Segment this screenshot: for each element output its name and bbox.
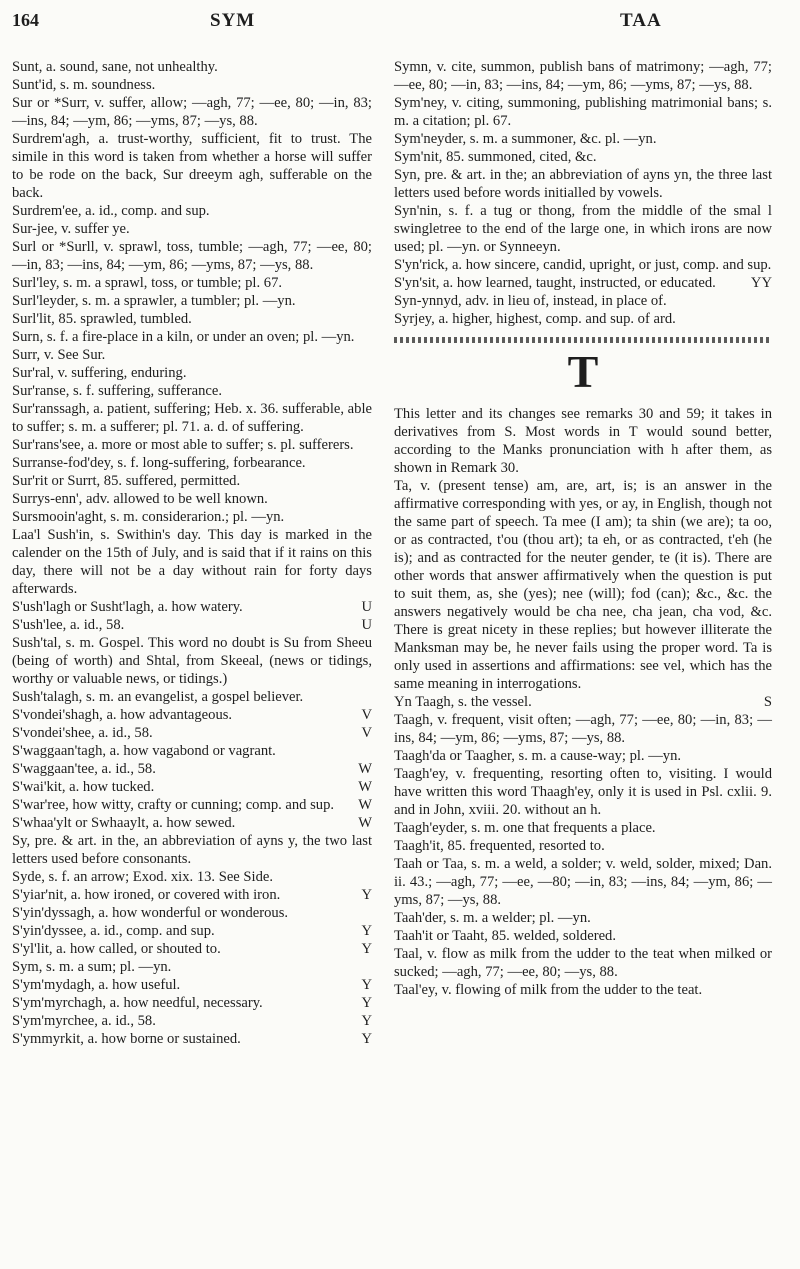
dictionary-entry	[394, 274, 772, 292]
initial-letter-marker: V	[361, 725, 372, 741]
entry-text: Taah'der, s. m. a welder; pl. —yn.	[394, 910, 591, 926]
entry-text: Surn, s. f. a fire-place in a kiln, or under an oven; pl. —yn.	[12, 329, 355, 345]
initial-letter-marker: Y	[750, 275, 762, 291]
dictionary-entry	[394, 819, 772, 837]
entry-text: S'wai'kit, a. how tucked.	[12, 779, 155, 795]
dictionary-entry	[394, 292, 772, 310]
entry-text: Taagh'ey, v. frequenting, resorting often to, visiting. I would have written this word Thaagh'ey, only it is used in Psl. cxlii. 9. and in John, xviii. 20. without an h.	[394, 766, 772, 818]
entry-text: S'vondei'shee, a. id., 58.	[12, 725, 153, 741]
entry-text: S'yiar'nit, a. how ironed, or covered with iron.	[12, 887, 281, 903]
initial-letter-marker: Y	[761, 275, 772, 291]
initial-letter-marker: U	[361, 617, 372, 633]
initial-letter-marker: Y	[361, 995, 372, 1011]
dictionary-entry	[12, 382, 372, 400]
dictionary-entry	[12, 364, 372, 382]
entry-text: Taagh'da or Taagher, s. m. a cause-way; pl. —yn.	[394, 748, 682, 764]
dictionary-entry	[12, 814, 372, 832]
dictionary-entry	[12, 526, 372, 598]
entry-text: Surr, v. See Sur.	[12, 347, 106, 363]
entry-text: Sy, pre. & art. in the, an abbreviation of ayns y, the two last letters used before consonants.	[12, 833, 372, 867]
initial-letter-marker: W	[358, 761, 372, 777]
entry-text: Surranse-fod'dey, s. f. long-suffering, forbearance.	[12, 455, 306, 471]
entry-text: S'ymmyrkit, a. how borne or sustained.	[12, 1031, 241, 1047]
initial-letter-marker: W	[358, 797, 372, 813]
dictionary-entry	[394, 310, 772, 328]
entry-text: Syn'nin, s. f. a tug or thong, from the middle of the smal l swingletree to the end of the large one, in which irons are now used; pl. —yn. or Synneeyn.	[394, 203, 772, 255]
right-column	[394, 58, 772, 999]
entry-text: S'waggaan'tee, a. id., 58.	[12, 761, 156, 777]
dictionary-entry	[12, 832, 372, 868]
initial-letter-marker: Y	[361, 941, 372, 957]
dictionary-entry	[394, 711, 772, 747]
entry-text: Sur-jee, v. suffer ye.	[12, 221, 130, 237]
dictionary-entry	[12, 886, 372, 904]
entry-text: S'yl'lit, a. how called, or shouted to.	[12, 941, 221, 957]
entry-text: Symn, v. cite, summon, publish bans of matrimony; —agh, 77; —ee, 80; —in, 83; —ins, 84; —ym, 86; —yms, 87; —ys, 88.	[394, 59, 772, 93]
entry-text: Sur'ranssagh, a. patient, suffering; Heb. x. 36. sufferable, able to suffer; s. m. a sufferer; pl. 71. a. d. of suffering.	[12, 401, 372, 435]
entry-text: Syrjey, a. higher, highest, comp. and sup. of ard.	[394, 311, 676, 327]
entry-text: Sursmooin'aght, s. m. considerarion.; pl. —yn.	[12, 509, 285, 525]
dictionary-entry	[12, 760, 372, 778]
entry-text: This letter and its changes see remarks 30 and 59; it takes in derivatives from S. Most words in T would sound better, according to the Manks pronunciation with h after them, as shown in Remark 30.	[394, 406, 772, 476]
initial-letter-marker: W	[358, 779, 372, 795]
entry-text: Yn Taagh, s. the vessel.	[394, 694, 532, 710]
page-number: 164	[12, 10, 39, 30]
entry-text: S'ym'mydagh, a. how useful.	[12, 977, 181, 993]
right-column-bottom-entries	[394, 405, 772, 999]
running-head-left: SYM	[210, 10, 256, 31]
entry-text: Laa'l Sush'in, s. Swithin's day. This day is marked in the calender on the 15th of July, and is said that if it rains on this day, there will not be a day without rain for forty days afterwards.	[12, 527, 372, 597]
dictionary-entry	[394, 148, 772, 166]
dictionary-entry	[394, 166, 772, 202]
dictionary-entry	[12, 508, 372, 526]
dictionary-entry	[12, 796, 372, 814]
entry-text: Syn-ynnyd, adv. in lieu of, instead, in place of.	[394, 293, 667, 309]
entry-text: S'ym'myrchee, a. id., 58.	[12, 1013, 156, 1029]
entry-text: Surl'ley, s. m. a sprawl, toss, or tumble; pl. 67.	[12, 275, 283, 291]
dictionary-entry	[12, 742, 372, 760]
entry-text: S'ym'myrchagh, a. how needful, necessary.	[12, 995, 263, 1011]
dictionary-entry	[12, 94, 372, 130]
entry-text: S'whaa'ylt or Swhaaylt, a. how sewed.	[12, 815, 236, 831]
entry-text: Surl'lit, 85. sprawled, tumbled.	[12, 311, 192, 327]
dictionary-entry	[12, 310, 372, 328]
initial-letter-marker: S	[763, 694, 772, 710]
dictionary-entry	[12, 400, 372, 436]
dictionary-entry	[12, 220, 372, 238]
entry-text: Surdrem'ee, a. id., comp. and sup.	[12, 203, 210, 219]
dictionary-entry	[394, 130, 772, 148]
dictionary-entry	[12, 616, 372, 634]
initial-letter-marker: U	[361, 599, 372, 615]
entry-text: Sur'rit or Surrt, 85. suffered, permitted.	[12, 473, 241, 489]
entry-text: Sur or *Surr, v. suffer, allow; —agh, 77; —ee, 80; —in, 83; —ins, 84; —ym, 86; —yms, 87; —ys, 88.	[12, 95, 372, 129]
entry-text: Syn, pre. & art. in the; an abbreviation of ayns yn, the three last letters used before words initialled by vowels.	[394, 167, 772, 201]
dictionary-entry	[394, 405, 772, 477]
entry-text: Taagh'eyder, s. m. one that frequents a place.	[394, 820, 656, 836]
entry-text: Sur'ranse, s. f. suffering, sufferance.	[12, 383, 222, 399]
entry-text: S'ush'lagh or Susht'lagh, a. how watery.	[12, 599, 243, 615]
entry-text: S'war'ree, how witty, crafty or cunning; comp. and sup.	[12, 797, 335, 813]
dictionary-entry	[12, 940, 372, 958]
dictionary-entry	[12, 688, 372, 706]
dictionary-entry	[394, 693, 772, 711]
dictionary-entry	[12, 958, 372, 976]
dictionary-entry	[12, 436, 372, 454]
entry-text: Sush'tal, s. m. Gospel. This word no doubt is Su from Sheeu (being of worth) and Shtal, from Skeeal, (news or tidings, worthy or valuable news, or tidings.)	[12, 635, 372, 687]
entry-text: S'yn'sit, a. how learned, taught, instructed, or educated.	[394, 275, 716, 291]
dictionary-entry	[12, 868, 372, 886]
entry-text: Sunt'id, s. m. soundness.	[12, 77, 156, 93]
entry-text: S'yin'dyssagh, a. how wonderful or wonderous.	[12, 905, 289, 921]
entry-text: Sush'talagh, s. m. an evangelist, a gospel believer.	[12, 689, 304, 705]
entry-text: Taal'ey, v. flowing of milk from the udder to the teat.	[394, 982, 703, 998]
dictionary-entry	[394, 981, 772, 999]
section-letter: T	[567, 346, 599, 397]
entry-text: Sur'rans'see, a. more or most able to suffer; s. pl. sufferers.	[12, 437, 354, 453]
entry-text: Surl or *Surll, v. sprawl, toss, tumble; —agh, 77; —ee, 80; —in, 83; —ins, 84; —ym, 86; —yms, 87; —ys, 88.	[12, 239, 372, 273]
dictionary-entry	[394, 94, 772, 130]
initial-letter-marker: Y	[361, 977, 372, 993]
entry-text: Sym'nit, 85. summoned, cited, &c.	[394, 149, 597, 165]
entry-text: S'ush'lee, a. id., 58.	[12, 617, 125, 633]
initial-letter-marker: Y	[361, 1031, 372, 1047]
dictionary-entry	[12, 598, 372, 616]
dictionary-entry	[12, 472, 372, 490]
entry-text: S'yin'dyssee, a. id., comp. and sup.	[12, 923, 215, 939]
dictionary-entry	[12, 634, 372, 688]
entry-text: Surrys-enn', adv. allowed to be well known.	[12, 491, 268, 507]
dictionary-entry	[394, 855, 772, 909]
dictionary-entry	[12, 994, 372, 1012]
dictionary-entry	[12, 454, 372, 472]
entry-text: S'yn'rick, a. how sincere, candid, upright, or just, comp. and sup.	[394, 257, 772, 273]
initial-letter-marker: Y	[361, 887, 372, 903]
dictionary-entry	[12, 922, 372, 940]
left-column	[12, 58, 372, 1048]
dictionary-entry	[394, 945, 772, 981]
entry-text: Syde, s. f. an arrow; Exod. xix. 13. See Side.	[12, 869, 274, 885]
dictionary-entry	[12, 976, 372, 994]
dictionary-entry	[394, 747, 772, 765]
dictionary-entry	[394, 909, 772, 927]
dictionary-entry	[394, 477, 772, 693]
dictionary-entry	[12, 724, 372, 742]
right-column-top-entries	[394, 58, 772, 328]
entry-text: S'waggaan'tagh, a. how vagabond or vagrant.	[12, 743, 276, 759]
initial-letter-marker: Y	[361, 923, 372, 939]
dictionary-entry	[12, 202, 372, 220]
dictionary-entry	[12, 292, 372, 310]
dictionary-entry	[12, 904, 372, 922]
initial-letter-marker: V	[361, 707, 372, 723]
entry-text: Surl'leyder, s. m. a sprawler, a tumbler; pl. —yn.	[12, 293, 296, 309]
dictionary-entry	[12, 706, 372, 724]
initial-letter-marker: Y	[361, 1013, 372, 1029]
dictionary-entry	[12, 328, 372, 346]
entry-text: Sym'ney, v. citing, summoning, publishing matrimonial bans; s. m. a citation; pl. 67.	[394, 95, 772, 129]
section-divider	[394, 337, 772, 343]
dictionary-entry	[394, 927, 772, 945]
dictionary-entry	[12, 346, 372, 364]
entry-text: Taah or Taa, s. m. a weld, a solder; v. weld, solder, mixed; Dan. ii. 43.; —agh, 77; —ee, —80; —in, 83; —ins, 84; —ym, 86; —yms, 87; —ys, 88.	[394, 856, 772, 908]
dictionary-entry	[12, 1030, 372, 1048]
entry-text: Ta, v. (present tense) am, are, art, is; is an answer in the affirmative corresponding with yes, or ay, in English, though not the same part of speech. Ta mee (I am); ta shin (we are); ta oo, or as contracted, t'ou (thou art); ta eh, or as contracted, t'eh (he is); and as contracted for the neuter gender, te (it is). There are other words that answer affirmatively when the question is put to suit them, as, she (yes); nee (will); fod (can); &c., &c. the answers negatively would be cha nee, cha jean, cha vod, &c. There is great nicety in these replies; but however illiterate the Manksman may be, he never fails using the proper word. Ta is only used in assertions and affirmations: see vel, which has the same meaning in interrogations.	[394, 478, 772, 692]
entry-text: Taal, v. flow as milk from the udder to the teat when milked or sucked; —agh, 77; —ee, 80; —ys, 88.	[394, 946, 772, 980]
running-head-right: TAA	[620, 10, 662, 31]
dictionary-entry	[12, 490, 372, 508]
dictionary-entry	[12, 58, 372, 76]
entry-text: Taagh'it, 85. frequented, resorted to.	[394, 838, 605, 854]
initial-letter-marker: W	[358, 815, 372, 831]
dictionary-entry	[12, 76, 372, 94]
dictionary-entry	[394, 765, 772, 819]
entry-text: Sym'neyder, s. m. a summoner, &c. pl. —yn.	[394, 131, 657, 147]
dictionary-entry	[394, 202, 772, 256]
dictionary-entry	[12, 778, 372, 796]
dictionary-entry	[394, 58, 772, 94]
dictionary-entry	[12, 1012, 372, 1030]
dictionary-entry	[12, 130, 372, 202]
dictionary-entry	[12, 274, 372, 292]
entry-text: Taagh, v. frequent, visit often; —agh, 77; —ee, 80; —in, 83; —ins, 84; —ym, 86; —yms, 87; —ys, 88.	[394, 712, 772, 746]
entry-text: Sym, s. m. a sum; pl. —yn.	[12, 959, 172, 975]
entry-text: Sunt, a. sound, sane, not unhealthy.	[12, 59, 218, 75]
entry-text: Taah'it or Taaht, 85. welded, soldered.	[394, 928, 616, 944]
dictionary-entry	[12, 238, 372, 274]
entry-text: S'vondei'shagh, a. how advantageous.	[12, 707, 233, 723]
entry-text: Sur'ral, v. suffering, enduring.	[12, 365, 187, 381]
dictionary-entry	[394, 837, 772, 855]
entry-text: Surdrem'agh, a. trust-worthy, sufficient, fit to trust. The simile in this word is taken from whether a horse will suffer to be rode on the back, Sur dreeym agh, sufferable on the back.	[12, 131, 372, 201]
